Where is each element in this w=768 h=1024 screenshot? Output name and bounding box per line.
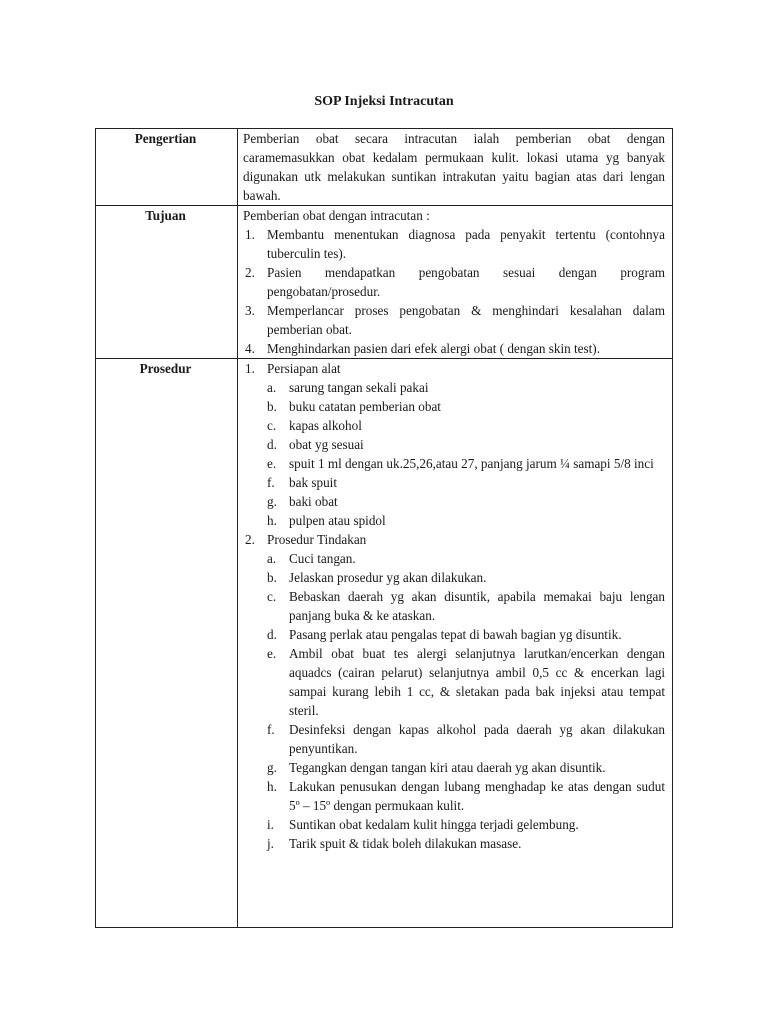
list-item (267, 416, 665, 435)
prosedur-sections (243, 359, 665, 853)
prosedur-tindakan-list (267, 549, 665, 853)
list-marker: 1. (245, 227, 255, 242)
list-marker: f. (267, 475, 275, 490)
section-heading: Persiapan alat (267, 361, 341, 376)
content-prosedur (238, 359, 673, 928)
list-marker: b. (267, 399, 277, 414)
list-item (267, 435, 665, 454)
list-item-text: Memperlancar proses pengobatan & menghindari kesalahan dalam pemberian obat. (267, 303, 665, 337)
list-item (267, 777, 665, 815)
list-marker: 4. (245, 341, 255, 356)
list-marker: c. (267, 589, 277, 604)
list-item (243, 263, 665, 301)
list-marker: f. (267, 722, 275, 737)
list-marker: e. (267, 646, 277, 661)
list-marker: d. (267, 437, 277, 452)
list-item (267, 834, 665, 853)
label-pengertian: Pengertian (96, 129, 238, 206)
list-marker: d. (267, 627, 277, 642)
list-marker: a. (267, 551, 277, 566)
list-item-text: Pasang perlak atau pengalas tepat di bawah bagian yg disuntik. (289, 627, 622, 642)
list-item-text: Pasien mendapatkan pengobatan sesuai dengan program pengobatan/prosedur. (267, 265, 665, 299)
list-marker: c. (267, 418, 277, 433)
sop-table (95, 128, 673, 928)
list-item (267, 378, 665, 397)
tujuan-list (243, 225, 665, 358)
label-tujuan: Tujuan (96, 206, 238, 359)
list-marker: 3. (245, 303, 255, 318)
list-marker: b. (267, 570, 277, 585)
section-heading: Prosedur Tindakan (267, 532, 367, 547)
list-item-text: buku catatan pemberian obat (289, 399, 441, 414)
list-marker: a. (267, 380, 277, 395)
list-item-text: Jelaskan prosedur yg akan dilakukan. (289, 570, 487, 585)
list-item (267, 815, 665, 834)
list-item-text: bak spuit (289, 475, 337, 490)
prosedur-section (243, 530, 665, 853)
persiapan-alat-list (267, 378, 665, 530)
list-item-text: Bebaskan daerah yg akan disuntik, apabila memakai baju lengan panjang buka & ke ataskan. (289, 589, 665, 623)
list-item-text: sarung tangan sekali pakai (289, 380, 429, 395)
list-item (267, 473, 665, 492)
list-item (243, 225, 665, 263)
list-marker: g. (267, 760, 277, 775)
list-item-text: kapas alkohol (289, 418, 362, 433)
list-marker: 1. (245, 361, 255, 376)
list-marker: h. (267, 513, 277, 528)
list-item (267, 625, 665, 644)
row-pengertian (96, 129, 673, 206)
list-item-text: Menghindarkan pasien dari efek alergi obat ( dengan skin test). (267, 341, 600, 356)
list-item (267, 587, 665, 625)
content-pengertian (238, 129, 673, 206)
list-item-text: obat yg sesuai (289, 437, 364, 452)
list-item-text: Tegangkan dengan tangan kiri atau daerah yg akan disuntik. (289, 760, 606, 775)
list-marker: i. (267, 817, 274, 832)
page-title: SOP Injeksi Intracutan (314, 94, 454, 109)
label-prosedur: Prosedur (96, 359, 238, 928)
list-item (267, 397, 665, 416)
list-item-text: spuit 1 ml dengan uk.25,26,atau 27, panjang jarum ¼ samapi 5/8 inci (289, 456, 654, 471)
list-item (267, 568, 665, 587)
list-item (267, 758, 665, 777)
list-marker: g. (267, 494, 277, 509)
list-marker: 2. (245, 265, 255, 280)
list-item-text: pulpen atau spidol (289, 513, 386, 528)
list-item (267, 720, 665, 758)
list-item (267, 454, 665, 473)
row-prosedur (96, 359, 673, 928)
list-marker: e. (267, 456, 277, 471)
list-item (267, 511, 665, 530)
tujuan-intro: Pemberian obat dengan intracutan : (243, 208, 430, 223)
list-item-text: Lakukan penusukan dengan lubang menghadap ke atas dengan sudut 5º – 15º dengan permukaan kulit. (289, 779, 665, 813)
list-item-text: Membantu menentukan diagnosa pada penyakit tertentu (contohnya tuberculin tes). (267, 227, 665, 261)
list-item-text: Tarik spuit & tidak boleh dilakukan masase. (289, 836, 522, 851)
list-marker: 2. (245, 532, 255, 547)
content-tujuan (238, 206, 673, 359)
list-marker: h. (267, 779, 277, 794)
row-tujuan (96, 206, 673, 359)
list-item-text: Suntikan obat kedalam kulit hingga terjadi gelembung. (289, 817, 579, 832)
list-item-text: Ambil obat buat tes alergi selanjutnya larutkan/encerkan dengan aquadcs (cairan pelarut) selanjutnya ambil 0,5 cc & encerkan lagi sampai kurang lebih 1 cc, & sletakan pada bak injeksi atau tempat steril. (289, 646, 665, 718)
list-item (243, 339, 665, 358)
list-item (267, 492, 665, 511)
list-item-text: baki obat (289, 494, 338, 509)
list-marker: j. (267, 836, 274, 851)
prosedur-section (243, 359, 665, 530)
list-item-text: Cuci tangan. (289, 551, 356, 566)
list-item-text: Desinfeksi dengan kapas alkohol pada daerah yg akan dilakukan penyuntikan. (289, 722, 665, 756)
pengertian-text: Pemberian obat secara intracutan ialah pemberian obat dengan caramemasukkan obat kedalam permukaan kulit. lokasi utama yg banyak digunakan utk melakukan suntikan intrakutan yaitu bagian atas dari lengan bawah. (243, 131, 665, 203)
list-item (267, 549, 665, 568)
list-item (267, 644, 665, 720)
list-item (243, 301, 665, 339)
